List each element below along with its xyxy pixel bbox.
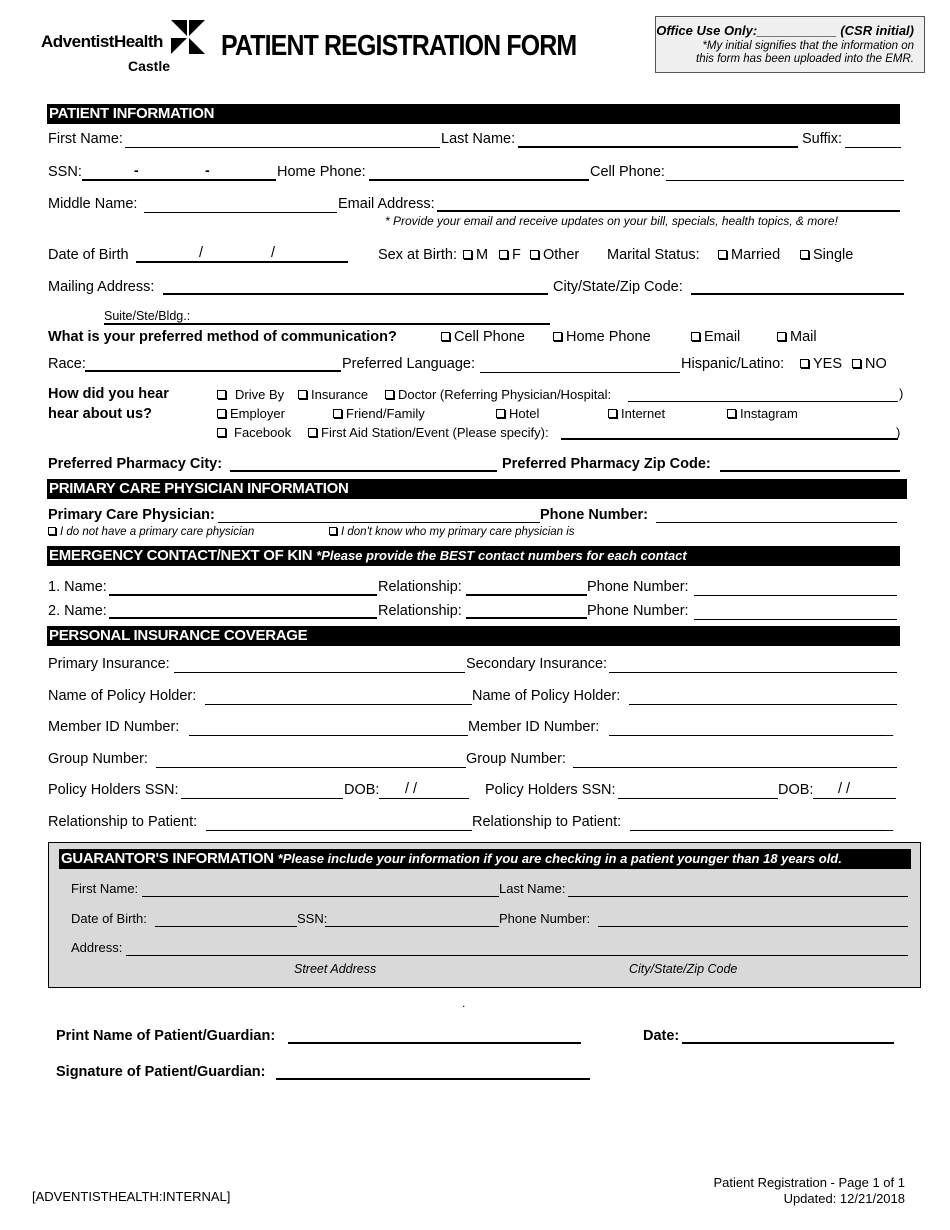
checkbox-icon (777, 332, 786, 341)
pharmacy-city-label: Preferred Pharmacy City: (48, 456, 223, 472)
pcp-phone-label: Phone Number: (540, 507, 648, 523)
relationship-1-label: Relationship to Patient: (48, 814, 198, 830)
checkbox-icon (329, 527, 337, 535)
footer-classification: [ADVENTISTHEALTH:INTERNAL] (32, 1189, 231, 1204)
guarantor-ssn-label: SSN: (297, 911, 328, 926)
last-name-field[interactable] (518, 146, 798, 148)
suffix-field[interactable] (845, 147, 901, 148)
hear-option-friend-family[interactable]: Friend/Family (333, 406, 425, 421)
logo-brand: AdventistHealth (41, 32, 163, 51)
section-heading-guarantor (59, 849, 911, 869)
race-label: Race: (48, 356, 86, 372)
member-id-2-underscore: _ (885, 721, 894, 737)
checkbox-icon (463, 250, 472, 259)
member-id-1-field[interactable] (189, 735, 468, 736)
cell-phone-label: Cell Phone: (590, 164, 665, 180)
checkbox-icon (217, 390, 226, 399)
last-name-label: Last Name: (441, 131, 516, 147)
comm-option-mail[interactable]: Mail (777, 329, 817, 345)
relationship-2-field[interactable] (630, 830, 885, 831)
date-field[interactable] (682, 1042, 894, 1044)
comm-option-email[interactable]: Email (691, 329, 740, 345)
dob-slash-1: / (199, 245, 204, 261)
pharmacy-zip-label: Preferred Pharmacy Zip Code: (502, 456, 711, 472)
checkbox-icon (553, 332, 562, 341)
pharmacy-zip-field[interactable] (720, 470, 900, 472)
race-field[interactable] (85, 370, 341, 372)
emergency-relationship-1-field[interactable] (466, 594, 587, 596)
hear-option-employer[interactable]: Employer (217, 406, 285, 421)
ssn-label: SSN: (48, 164, 82, 180)
secondary-insurance-label: Secondary Insurance: (466, 656, 608, 672)
guarantor-heading: GUARANTOR'S INFORMATION (61, 850, 274, 867)
preferred-language-label: Preferred Language: (342, 356, 476, 372)
group-number-2-field[interactable] (573, 767, 897, 768)
emergency-name-1-field[interactable] (109, 594, 377, 596)
holder-ssn-1-field[interactable] (181, 798, 343, 799)
emergency-phone-1-label: Phone Number: (587, 579, 689, 595)
ssn-dash-1: - (134, 162, 139, 178)
hear-option-instagram[interactable]: Instagram (727, 406, 798, 421)
holder-dob-2-slashes: / / (838, 781, 851, 797)
checkbox-icon (499, 250, 508, 259)
section-heading-patient-info: PATIENT INFORMATION (47, 104, 900, 124)
member-id-1-label: Member ID Number: (48, 719, 180, 735)
checkbox-icon (718, 250, 727, 259)
guarantor-dob-field[interactable] (155, 926, 297, 927)
emergency-phone-1-field[interactable] (694, 595, 897, 596)
hear-option-drive-by[interactable]: Drive By (217, 387, 284, 402)
holder-dob-1-slashes: / / (405, 781, 418, 797)
checkbox-icon (496, 409, 505, 418)
separator-dot: . (462, 996, 466, 1010)
checkbox-icon (727, 409, 736, 418)
guarantor-last-name-label: Last Name: (499, 881, 566, 896)
guarantor-first-name-field[interactable] (142, 896, 499, 897)
logo-location: Castle (128, 58, 171, 74)
hear-option-facebook[interactable]: Facebook (217, 425, 291, 440)
checkbox-icon (217, 409, 226, 418)
cell-phone-field[interactable] (666, 180, 904, 181)
ssn-dash-2: - (205, 162, 210, 178)
checkbox-icon (608, 409, 617, 418)
mailing-address-field[interactable] (163, 293, 548, 295)
primary-insurance-label: Primary Insurance: (48, 656, 170, 672)
guarantor-first-name-label: First Name: (71, 881, 139, 896)
checkbox-icon (217, 428, 226, 437)
mailing-address-label: Mailing Address: (48, 279, 155, 295)
first-name-field[interactable] (125, 147, 440, 148)
relationship-1-field[interactable] (206, 830, 472, 831)
emergency-relationship-2-field[interactable] (466, 617, 587, 619)
dob-label: Date of Birth (48, 247, 129, 263)
home-phone-field[interactable] (369, 179, 589, 181)
print-name-field[interactable] (288, 1042, 581, 1044)
hear-option-hotel[interactable]: Hotel (496, 406, 539, 421)
form-title: PATIENT REGISTRATION FORM (221, 30, 577, 62)
preferred-language-field[interactable] (480, 372, 680, 373)
emergency-name-2-label: 2. Name: (48, 603, 107, 619)
relationship-2-underscore: _ (885, 816, 894, 832)
relationship-2-label: Relationship to Patient: (472, 814, 622, 830)
comm-option-cell[interactable]: Cell Phone (441, 329, 525, 345)
emergency-note: *Please provide the BEST contact numbers for each contact (316, 548, 687, 563)
policy-holder-2-label: Name of Policy Holder: (472, 688, 621, 704)
marital-status-label: Marital Status: (607, 247, 700, 263)
secondary-insurance-field[interactable] (609, 672, 897, 673)
hear-doctor-field[interactable] (628, 401, 898, 402)
city-state-zip-label: City/State/Zip Code: (553, 279, 683, 295)
sex-option-other[interactable]: Other (530, 247, 579, 263)
holder-ssn-2-label: Policy Holders SSN: (485, 782, 616, 798)
hear-option-doctor[interactable]: Doctor (Referring Physician/Hospital: (385, 387, 611, 402)
member-id-2-label: Member ID Number: (468, 719, 600, 735)
checkbox-icon (333, 409, 342, 418)
checkbox-icon (691, 332, 700, 341)
checkbox-icon (852, 359, 861, 368)
group-number-1-label: Group Number: (48, 751, 148, 767)
hear-first-aid-close: ) (896, 425, 901, 440)
hispanic-option-no[interactable]: NO (852, 356, 887, 372)
hear-doctor-close: ) (899, 386, 904, 401)
office-use-box (655, 16, 925, 73)
checkbox-icon (441, 332, 450, 341)
hispanic-label: Hispanic/Latino: (681, 356, 785, 372)
hear-question-line-2: hear about us? (48, 406, 152, 422)
policy-holder-1-label: Name of Policy Holder: (48, 688, 197, 704)
guarantor-phone-field[interactable] (598, 926, 908, 927)
marital-option-married[interactable]: Married (718, 247, 780, 263)
holder-dob-2-field[interactable] (813, 798, 896, 799)
emergency-name-1-label: 1. Name: (48, 579, 107, 595)
policy-holder-2-field[interactable] (629, 704, 897, 705)
checkbox-icon (530, 250, 539, 259)
group-number-1-field[interactable] (156, 767, 466, 768)
holder-ssn-2-field[interactable] (618, 798, 778, 799)
middle-name-label: Middle Name: (48, 196, 138, 212)
policy-holder-1-field[interactable] (205, 704, 472, 705)
sex-at-birth-label: Sex at Birth: (378, 247, 457, 263)
date-label: Date: (643, 1028, 680, 1044)
office-use-note-2: this form has been uploaded into the EMR. (696, 53, 914, 65)
signature-label: Signature of Patient/Guardian: (56, 1064, 266, 1080)
hear-first-aid-field[interactable] (561, 438, 898, 440)
sex-option-f[interactable]: F (499, 247, 521, 263)
section-heading-insurance: PERSONAL INSURANCE COVERAGE (47, 626, 900, 646)
logo (41, 18, 211, 78)
dob-slash-2: / (271, 245, 276, 261)
guarantor-last-name-field[interactable] (568, 896, 908, 897)
emergency-relationship-1-label: Relationship: (378, 579, 462, 595)
guarantor-phone-label: Phone Number: (499, 911, 591, 926)
checkbox-icon (800, 359, 809, 368)
guarantor-address-field[interactable] (126, 955, 908, 956)
comm-option-home[interactable]: Home Phone (553, 329, 651, 345)
holder-dob-2-label: DOB: (778, 782, 814, 798)
pcp-phone-field[interactable] (656, 522, 897, 523)
hear-option-internet[interactable]: Internet (608, 406, 665, 421)
hispanic-option-yes[interactable]: YES (800, 356, 842, 372)
guarantor-note: *Please include your information if you are checking in a patient younger than 18 years old. (277, 851, 842, 866)
member-id-2-field[interactable] (609, 735, 885, 736)
marital-option-single[interactable]: Single (800, 247, 853, 263)
guarantor-street-caption: Street Address (294, 962, 377, 976)
pharmacy-city-field[interactable] (230, 470, 497, 472)
footer-page-info (713, 1175, 905, 1207)
emergency-name-2-field[interactable] (109, 617, 377, 619)
checkbox-icon (48, 527, 56, 535)
print-name-label: Print Name of Patient/Guardian: (56, 1028, 276, 1044)
emergency-relationship-2-label: Relationship: (378, 603, 462, 619)
checkbox-icon (308, 428, 317, 437)
group-number-2-label: Group Number: (466, 751, 566, 767)
sex-option-m[interactable]: M (463, 247, 488, 263)
section-heading-pcp: PRIMARY CARE PHYSICIAN INFORMATION (47, 479, 907, 499)
pcp-label: Primary Care Physician: (48, 507, 215, 523)
holder-dob-1-field[interactable] (379, 798, 469, 799)
section-heading-emergency (47, 546, 900, 566)
leaf-logo-icon (169, 18, 207, 58)
hear-option-first-aid[interactable]: First Aid Station/Event (Please specify): (308, 425, 549, 440)
email-field[interactable] (437, 210, 900, 212)
checkbox-icon (298, 390, 307, 399)
no-pcp-option[interactable]: I do not have a primary care physician (48, 526, 254, 538)
hear-option-insurance[interactable]: Insurance (298, 387, 368, 402)
checkbox-icon (385, 390, 394, 399)
email-note: * Provide your email and receive updates on your bill, specials, health topics, & more! (385, 214, 838, 228)
holder-ssn-1-label: Policy Holders SSN: (48, 782, 179, 798)
suite-label: Suite/Ste/Bldg.: (104, 309, 191, 323)
hear-question-line-1: How did you hear (48, 386, 169, 402)
communication-question: What is your preferred method of communication? (48, 329, 397, 345)
home-phone-label: Home Phone: (277, 164, 366, 180)
first-name-label: First Name: (48, 131, 123, 147)
emergency-phone-2-field[interactable] (694, 619, 897, 620)
suffix-label: Suffix: (802, 131, 843, 147)
holder-dob-1-label: DOB: (344, 782, 380, 798)
dob-field[interactable] (136, 261, 348, 263)
guarantor-ssn-field[interactable] (325, 926, 499, 927)
ssn-field[interactable] (82, 179, 276, 181)
checkbox-icon (800, 250, 809, 259)
signature-field[interactable] (276, 1078, 590, 1080)
suite-field[interactable] (104, 323, 550, 325)
emergency-heading: EMERGENCY CONTACT/NEXT OF KIN (49, 547, 313, 564)
dont-know-pcp-option[interactable]: I don't know who my primary care physician is (329, 526, 575, 538)
guarantor-address-label: Address: (71, 940, 123, 955)
guarantor-section (48, 842, 921, 988)
office-use-label: Office Use Only:___________ (CSR initial) (656, 23, 914, 38)
pcp-field[interactable] (218, 522, 540, 523)
guarantor-dob-label: Date of Birth: (71, 911, 147, 926)
office-use-note-1: *My initial signifies that the information on (702, 40, 914, 52)
email-label: Email Address: (338, 196, 435, 212)
footer-page: Patient Registration - Page 1 of 1 (713, 1175, 905, 1190)
middle-name-field[interactable] (144, 212, 337, 213)
city-state-zip-field[interactable] (691, 293, 904, 295)
primary-insurance-field[interactable] (174, 672, 465, 673)
guarantor-city-caption: City/State/Zip Code (629, 962, 738, 976)
emergency-phone-2-label: Phone Number: (587, 603, 689, 619)
footer-updated: Updated: 12/21/2018 (783, 1191, 905, 1206)
